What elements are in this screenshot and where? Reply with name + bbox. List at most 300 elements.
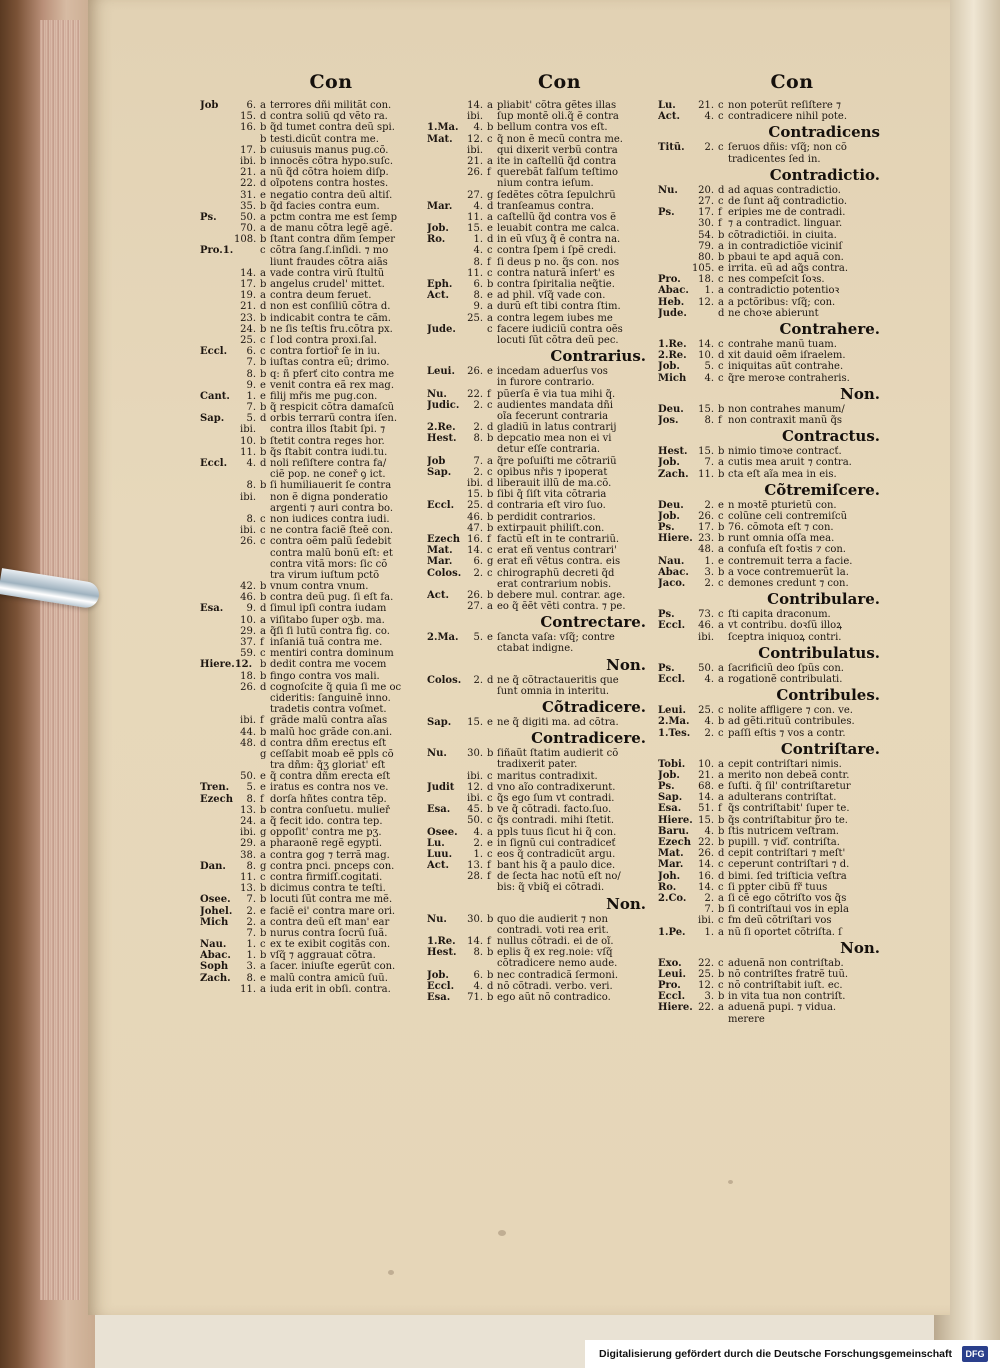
entry-text: extirpauit philiſt.con. <box>497 522 605 534</box>
section-letter <box>260 559 270 570</box>
concordance-entry <box>658 218 886 229</box>
concordance-entry <box>200 212 422 223</box>
section-letter: c <box>718 339 724 350</box>
book-ref <box>200 536 234 547</box>
book-ref: Mat. <box>427 545 453 557</box>
chapter-number <box>461 686 487 697</box>
book-ref <box>427 100 461 111</box>
concordance-entry <box>658 446 886 457</box>
entry-text: incedam aduerſus vos <box>497 366 608 378</box>
chapter-number: 9. <box>473 301 483 313</box>
book-ref <box>200 838 234 849</box>
chapter-number: 4. <box>704 716 714 728</box>
section-letter: b <box>718 522 725 534</box>
entry-text: audientes mandata dñi <box>497 399 614 411</box>
concordance-entry <box>427 324 652 335</box>
book-ref <box>427 523 461 534</box>
section-letter: b <box>718 446 725 458</box>
entry-text: debere mul. contrar. age. <box>497 589 626 601</box>
entry-text: querebãt falſum teſtimo <box>497 167 619 179</box>
chapter-number: 15. <box>467 717 483 728</box>
chapter-number <box>234 245 260 256</box>
section-letter: d <box>718 184 725 196</box>
entry-text: contremuit terra a facie. <box>728 555 853 567</box>
entry-text: nec contradicã ſermoni. <box>497 969 619 981</box>
chapter-number <box>234 749 260 760</box>
book-ref: Heb. <box>658 296 685 308</box>
entry-text: ad aquas contradictio. <box>728 184 841 196</box>
entry-text: ite in caſtellũ q̃d contra <box>497 155 617 167</box>
entry-text: in eũ vſuʒ q̃ ẽ contra na. <box>497 234 621 246</box>
section-letter: a <box>718 620 724 632</box>
book-ref: Ps. <box>658 662 675 674</box>
concordance-entry <box>427 871 652 882</box>
chapter-number: 23. <box>698 533 714 545</box>
book-ref: Luu. <box>427 848 453 860</box>
section-letter: b <box>718 566 725 578</box>
chapter-number: 14. <box>240 267 256 279</box>
concordance-entry <box>427 156 652 167</box>
chapter-number: 4. <box>704 111 714 123</box>
chapter-number: 26. <box>467 589 483 601</box>
concordance-entry <box>427 675 652 686</box>
book-ref: Nau. <box>200 939 227 951</box>
chapter-number: 9. <box>246 603 256 615</box>
section-letter: b <box>487 748 494 760</box>
entry-text: eripies me de contradi. <box>728 207 846 219</box>
concordance-entry <box>427 301 652 312</box>
chapter-number: 2. <box>704 142 714 154</box>
chapter-number <box>461 643 487 654</box>
entry-text: erat eñ vẽtus contra. eis <box>497 556 621 568</box>
book-ref <box>200 190 234 201</box>
entry-text: malũ contra amicũ ſuũ. <box>270 972 388 984</box>
entry-text: iratus es contra nos ve. <box>270 782 389 794</box>
chapter-number: 15. <box>698 446 714 458</box>
book-ref: Esa. <box>427 804 451 816</box>
book-ref: Act. <box>427 860 449 872</box>
section-letter: b <box>260 279 267 290</box>
concordance-entry <box>200 760 422 771</box>
chapter-number: 28. <box>467 871 483 883</box>
concordance-entry <box>200 145 422 156</box>
entry-text: viſitabo ſuper oʒb. ma. <box>270 614 385 626</box>
entry-text: oĩa fecerunt contraria <box>497 410 609 422</box>
entry-text: ne contra faciẽ ſteẽ con. <box>270 525 394 537</box>
concordance-entry <box>200 928 422 939</box>
section-letter: f <box>487 936 491 947</box>
entry-text: q̃ fecit ido. contra tep. <box>270 816 383 827</box>
book-ref: Zach. <box>658 468 689 480</box>
lemma-heading: Non. <box>840 384 880 403</box>
entry-text: contra malũ bonũ eſt: et <box>270 547 393 559</box>
book-ref: 2.Co. <box>658 892 687 904</box>
section-letter: a <box>718 758 724 770</box>
entry-text: ceperunt contriſtari ⁊ d. <box>728 859 850 871</box>
book-ref <box>200 581 234 592</box>
concordance-entry <box>427 400 652 411</box>
section-letter: c <box>718 100 724 111</box>
concordance-entry <box>200 369 422 380</box>
book-ref <box>200 201 234 212</box>
section-letter: b <box>487 122 494 134</box>
chapter-number: 35. <box>240 200 256 212</box>
section-letter: e <box>260 905 266 917</box>
book-ref <box>200 615 234 626</box>
section-letter: b <box>260 155 267 167</box>
section-letter: c <box>487 466 493 478</box>
concordance-entry <box>658 927 886 938</box>
book-ref <box>427 793 461 804</box>
entry-text: ego aũt nõ contradico. <box>497 991 611 1003</box>
book-ref: Nu. <box>427 913 447 925</box>
concordance-entry <box>658 252 886 263</box>
entry-text: ne ſis teſtis fru.cõtra px. <box>270 323 393 335</box>
section-letter <box>260 570 270 581</box>
chapter-number <box>234 693 260 704</box>
chapter-number: 7. <box>473 455 483 467</box>
book-ref <box>200 257 234 268</box>
chapter-number: ibi. <box>467 792 483 804</box>
book-ref: Hiere.12. <box>200 659 253 671</box>
entry-text: erat eñ ventus contrari' <box>497 545 617 557</box>
chapter-number: 46. <box>698 620 714 632</box>
concordance-entry <box>200 111 422 122</box>
entry-text: q̃s contriſtabit' ſuper te. <box>728 803 850 815</box>
book-ref <box>427 478 461 489</box>
section-letter: a <box>718 285 724 297</box>
book-ref: Zach. <box>200 972 231 984</box>
book-ref: Nu. <box>658 184 678 196</box>
concordance-entry <box>427 268 652 279</box>
book-ref: Job. <box>658 361 680 373</box>
section-letter: b <box>260 804 267 816</box>
entry-text: ſtant contra dñm ſemper <box>270 234 396 246</box>
book-ref <box>427 156 461 167</box>
section-letter: c <box>718 957 724 969</box>
entry-text: contra vitã mors: ſic cõ <box>270 558 388 570</box>
chapter-number <box>461 958 487 969</box>
section-letter: b <box>487 913 494 925</box>
entry-text: non poterũt reſiſtere ⁊ <box>728 100 841 111</box>
concordance-entry <box>427 100 652 111</box>
entry-text: contradi. voti rea erit. <box>497 924 609 936</box>
chapter-number: 42. <box>240 581 256 593</box>
section-letter <box>718 1014 728 1025</box>
book-ref: Ps. <box>658 207 675 219</box>
book-ref <box>200 145 234 156</box>
book-ref: Joh. <box>658 870 681 882</box>
entry-text: ſup montẽ oli.q̃ ẽ contra <box>497 111 619 123</box>
concordance-entry <box>200 659 422 670</box>
entry-text: erat contrarium nobis. <box>497 578 612 590</box>
book-ref <box>200 626 234 637</box>
concordance-entry <box>427 579 652 590</box>
entry-text: contra naturã inſert' es <box>497 267 615 279</box>
chapter-number: 5. <box>704 361 714 373</box>
section-letter: d <box>487 980 494 992</box>
concordance-entry <box>200 100 422 111</box>
entry-text: aduenã pupi. ⁊ vidua. <box>728 1002 837 1014</box>
book-ref <box>658 230 692 241</box>
concordance-entry <box>200 503 422 514</box>
entry-text: nũ q̃d cõtra hoiem diſp. <box>270 167 389 179</box>
chapter-number: 2. <box>473 567 483 579</box>
concordance-entry <box>658 500 886 511</box>
chapter-number: 7. <box>246 402 256 414</box>
section-letter: c <box>260 525 266 537</box>
section-letter: e <box>260 771 266 783</box>
concordance-entry <box>427 444 652 455</box>
book-ref <box>200 805 234 816</box>
book-ref <box>200 369 234 380</box>
entry-text: bis: q̃ vbiq̃ ei cõtradi. <box>497 882 605 894</box>
concordance-entry <box>200 279 422 290</box>
entry-text: tradetis contra voſmet. <box>270 704 387 716</box>
concordance-entry <box>427 500 652 511</box>
book-ref <box>200 234 234 245</box>
chapter-number <box>234 503 260 514</box>
concordance-entry <box>658 185 886 196</box>
section-letter: b <box>718 837 725 848</box>
entry-text: rogationẽ contribulati. <box>728 673 843 685</box>
section-letter: a <box>718 296 724 308</box>
chapter-number: 3. <box>704 991 714 1003</box>
concordance-entry <box>427 882 652 893</box>
section-letter: b <box>487 947 494 959</box>
concordance-entry <box>200 906 422 917</box>
entry-text: merere <box>728 1013 765 1025</box>
section-letter: b <box>718 814 725 826</box>
lemma-heading: Cõtradicere. <box>541 698 646 716</box>
chapter-number: 1. <box>704 285 714 297</box>
entry-text: xit dauid oẽm iſraelem. <box>728 350 846 362</box>
book-ref <box>200 313 234 324</box>
concordance-entry <box>658 770 886 781</box>
book-ref: Abac. <box>200 950 231 962</box>
book-ref <box>427 759 461 770</box>
concordance-entry <box>200 917 422 928</box>
section-letter <box>487 444 497 455</box>
section-letter: d <box>718 350 725 362</box>
concordance-entry <box>427 422 652 433</box>
chapter-number: 105. <box>692 263 715 275</box>
book-ref: Eccl. <box>200 346 228 358</box>
book-ref <box>200 402 234 413</box>
entry-text: nõ contriſtes fratrẽ tuũ. <box>728 968 849 980</box>
book-ref <box>658 263 692 274</box>
section-letter: a <box>487 826 493 838</box>
chapter-number: 4. <box>473 245 483 257</box>
entry-text: angelus crudel' mittet. <box>270 279 385 290</box>
entry-text: liunt fraudes cõtra aiãs <box>270 256 388 268</box>
concordance-entry <box>200 559 422 570</box>
entry-text: in ſignũ cui contradiceť <box>497 837 616 849</box>
concordance-entry <box>658 848 886 859</box>
section-letter: b <box>718 991 725 1003</box>
chapter-number: 14. <box>467 545 483 557</box>
book-ref: 1.Ma. <box>427 122 459 134</box>
entry-text: in furore contrario. <box>497 377 595 389</box>
chapter-number: 30. <box>467 913 483 925</box>
entry-text: cideritis: ſanguinẽ inno. <box>270 692 391 704</box>
book-ref: 1.Pe. <box>658 926 686 938</box>
concordance-entry <box>200 190 422 201</box>
chapter-number: 6. <box>473 556 483 568</box>
concordance-entry <box>200 245 422 256</box>
entry-text: tradixerit pater. <box>497 759 578 771</box>
section-letter: f <box>487 388 491 400</box>
concordance-entry <box>427 223 652 234</box>
chapter-number <box>461 882 487 893</box>
entry-text: malũ hoc grãde con.ani. <box>270 726 393 738</box>
concordance-entry <box>427 335 652 346</box>
book-ref <box>427 178 461 189</box>
book-ref <box>658 1014 692 1025</box>
concordance-entry <box>427 122 652 133</box>
chapter-number <box>692 308 718 319</box>
chapter-number: 22. <box>698 957 714 969</box>
section-letter: f <box>487 871 491 883</box>
chapter-number <box>461 377 487 388</box>
chapter-number: 14. <box>698 792 714 804</box>
entry-text: ciẽ pop. ne coneř ꝯ ict. <box>270 469 386 481</box>
book-ref <box>200 749 234 760</box>
concordance-entry <box>427 936 652 947</box>
section-letter: a <box>487 601 493 613</box>
section-letter: b <box>718 468 725 480</box>
book-ref: 1.Re. <box>427 936 456 947</box>
entry-text: ſedẽtes cõtra ſepulchrũ <box>497 189 616 201</box>
chapter-number: 12. <box>467 133 483 145</box>
entry-text: eos q̃ contradicũt argu. <box>497 848 616 860</box>
section-letter <box>260 548 270 559</box>
entry-text: fingo contra vos mali. <box>270 670 380 682</box>
book-ref: Pro. <box>658 980 681 992</box>
entry-text: aduenã non contriſtab. <box>728 957 844 969</box>
chapter-number: 38. <box>240 849 256 861</box>
section-letter: a <box>718 673 724 685</box>
chapter-number: 29. <box>240 838 256 850</box>
book-ref: Job. <box>658 457 680 469</box>
book-ref: Lu. <box>658 100 676 111</box>
chapter-number: 14. <box>467 936 483 947</box>
entry-text: contra oẽm palũ ſedebit <box>270 536 392 548</box>
concordance-entry <box>427 201 652 212</box>
concordance-entry <box>427 512 652 523</box>
chapter-number: 27. <box>467 189 483 201</box>
book-ref: Job. <box>427 223 449 235</box>
chapter-number: 14. <box>698 339 714 350</box>
chapter-number: 26. <box>467 167 483 179</box>
book-ref <box>427 411 461 422</box>
entry-text: bant his q̃ a paulo dice. <box>497 860 616 872</box>
chapter-number: 1. <box>246 939 256 951</box>
section-letter: f <box>260 637 264 648</box>
book-ref: Leui. <box>658 968 686 980</box>
book-ref <box>658 252 692 263</box>
section-letter: f <box>718 414 722 426</box>
entry-text: cõtradicere nemo aude. <box>497 958 618 970</box>
section-letter: a <box>487 312 493 324</box>
chapter-number: 21. <box>240 167 256 179</box>
concordance-entry <box>200 492 422 503</box>
chapter-number: 24. <box>240 323 256 335</box>
chapter-number: 25. <box>467 312 483 324</box>
chapter-number: 2. <box>704 892 714 904</box>
section-letter: e <box>718 499 724 511</box>
chapter-number <box>461 444 487 455</box>
concordance-entry <box>200 424 422 435</box>
concordance-entry <box>658 781 886 792</box>
section-letter: c <box>260 513 266 525</box>
entry-text: nũ ſi oportet cõtriſta. ſ <box>728 926 842 938</box>
concordance-entry <box>658 803 886 814</box>
chapter-number: 30. <box>467 748 483 760</box>
book-ref <box>200 156 234 167</box>
section-letter <box>260 503 270 514</box>
section-letter: a <box>718 926 724 938</box>
chapter-number <box>234 570 260 581</box>
concordance-entry <box>200 704 422 715</box>
concordance-entry <box>658 361 886 372</box>
section-letter <box>487 925 497 936</box>
entry-text: eo q̃ ẽẽt vẽti contra. ⁊ pe. <box>497 601 626 613</box>
section-letter: d <box>260 413 267 425</box>
book-ref <box>427 212 461 223</box>
section-letter <box>487 178 497 189</box>
entry-text: ad gẽti.rituũ contribules. <box>728 716 855 728</box>
section-letter: a <box>487 455 493 467</box>
section-letter: c <box>718 915 724 927</box>
entry-text: cõtradictiõi. in ciuita. <box>728 229 837 241</box>
section-letter: c <box>487 245 493 257</box>
book-ref: Jude. <box>427 323 456 335</box>
concordance-entry <box>427 981 652 992</box>
section-letter: d <box>260 301 267 313</box>
entry-text: non ẽ digna ponderatio <box>270 491 388 503</box>
concordance-entry <box>658 882 886 893</box>
chapter-number: 16. <box>467 533 483 545</box>
section-letter: f <box>260 715 264 727</box>
entry-text: ſi deus p no. q̃s con. nos <box>497 256 620 268</box>
book-ref <box>200 492 234 503</box>
section-letter: a <box>718 892 724 904</box>
section-letter <box>487 958 497 969</box>
chapter-number: 2. <box>704 727 714 739</box>
book-ref: Hiere. <box>658 814 693 826</box>
book-ref <box>427 489 461 500</box>
entry-text: q̃s contriſtabitur p̃ro te. <box>728 814 848 826</box>
entry-text: contra deũ pug. ſi eſt fa. <box>270 592 394 604</box>
section-letter: d <box>260 111 267 123</box>
concordance-entry <box>658 241 886 252</box>
entry-text: innocẽs cõtra hypo.suſc. <box>270 155 394 167</box>
book-ref <box>427 313 461 324</box>
section-letter <box>260 469 270 480</box>
chapter-number: 3. <box>704 566 714 578</box>
concordance-entry <box>658 980 886 991</box>
entry-text: contrahe manũ tuam. <box>728 339 837 350</box>
section-letter: d <box>718 307 725 319</box>
book-ref: Tren. <box>200 782 230 794</box>
entry-text: cognoſcite q̃ quia ſi me oc <box>270 681 402 693</box>
entry-text: non contraxit manũ q̃s <box>728 414 842 426</box>
chapter-number: 2. <box>704 578 714 589</box>
entry-text: pliabit' cõtra gẽtes illas <box>497 100 617 111</box>
section-letter: e <box>487 632 493 644</box>
book-ref <box>200 883 234 894</box>
